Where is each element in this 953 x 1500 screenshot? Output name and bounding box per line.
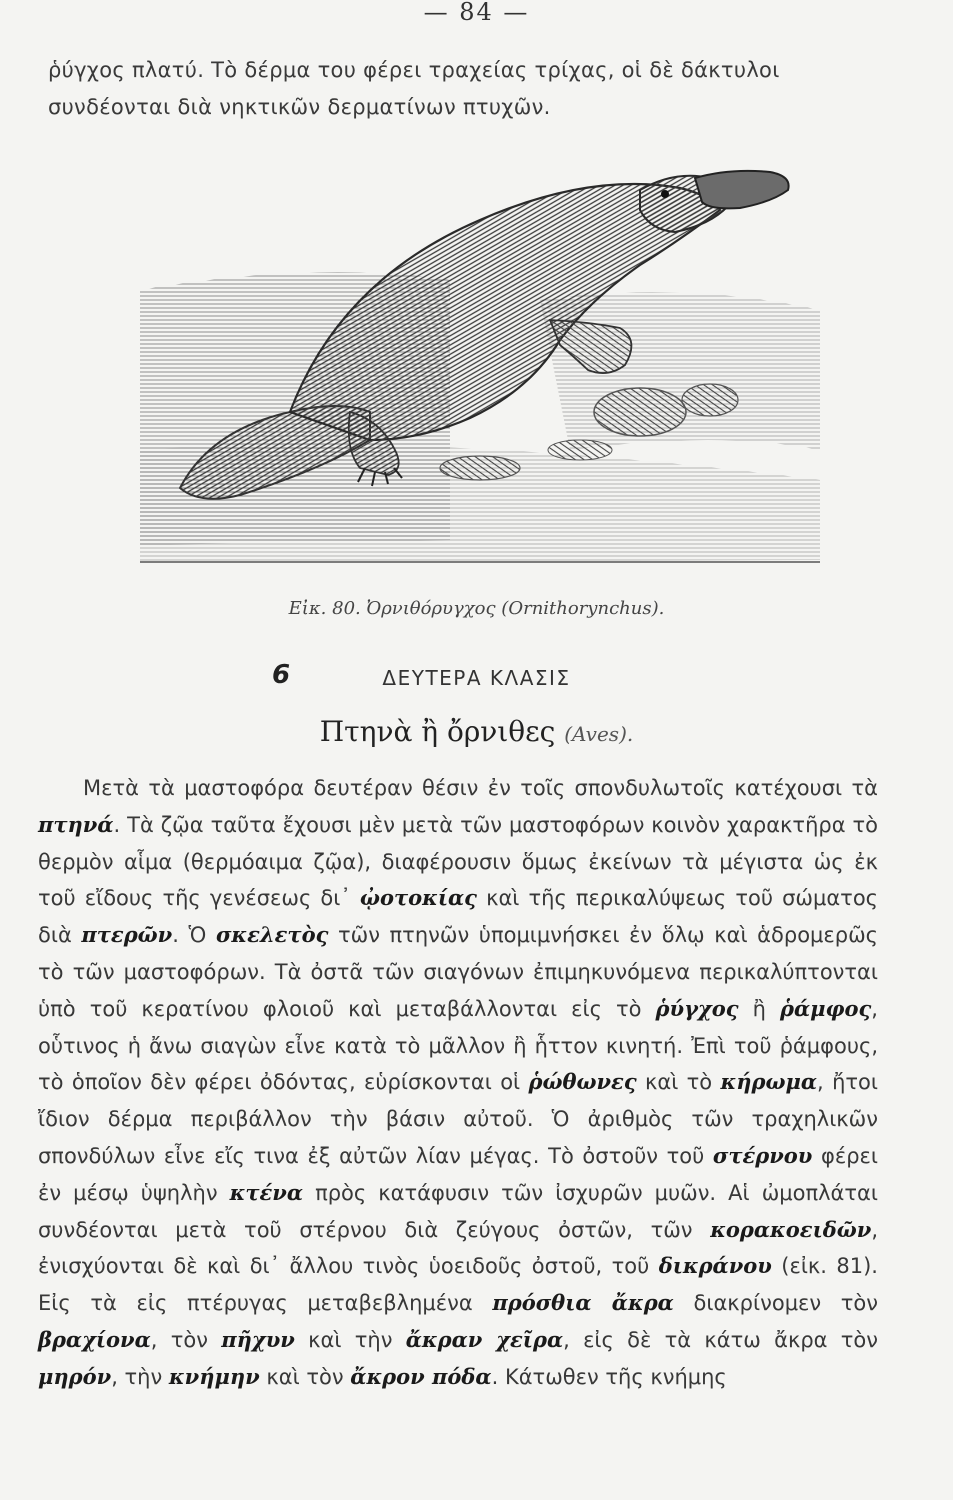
term-kiroma: κήρωμα xyxy=(720,1069,818,1095)
text-run: , τὴν xyxy=(111,1364,169,1389)
text-run: ἢ xyxy=(738,996,780,1021)
text-run: , οὗτινος ἡ ἄνω σιαγὼν εἶνε κατὰ τὸ μᾶλλον ἢ ἧττον κινητή. Ἐπὶ τοῦ ῥάμφους, τὸ ὁποῖον δὲν φέρει ὀδόντας, εὑρίσκονται οἱ xyxy=(38,996,878,1095)
text-run: καὶ τὴν xyxy=(294,1327,406,1352)
section-title-greek: Πτηνὰ ἢ ὄρνιθες xyxy=(319,715,556,748)
text-run: Μετὰ τὰ μαστοφόρα δευτέραν θέσιν ἐν τοῖς σπονδυλωτοῖς κατέχουσι τὰ xyxy=(83,776,878,800)
term-sternou: στέρνου xyxy=(712,1142,813,1168)
term-korakoeidon: κορακοειδῶν xyxy=(710,1216,872,1242)
platypus-figure xyxy=(120,150,830,590)
text-run: διακρίνομεν τὸν xyxy=(673,1291,879,1316)
text-run: καὶ τῆς περικαλύψεως τοῦ σώματος διὰ xyxy=(38,886,878,948)
text-run: πρὸς κατάφυσιν τῶν ἰσχυρῶν μυῶν. Αἱ ὠμοπλάται συνδέονται μετὰ τοῦ στέρνου διὰ ζεύγους ὀστῶν, τῶν xyxy=(38,1180,878,1242)
text-run: καὶ τὸ xyxy=(636,1070,721,1095)
term-rygchos: ῥύγχος xyxy=(655,995,739,1021)
text-run: . Τὰ ζῷα ταῦτα ἔχουσι μὲν μετὰ τῶν μαστοφόρων κοινὸν χαρακτῆρα τὸ θερμὸν αἷμα (θερμόαιμα ζῷα), διαφέρουσιν ὅμως ἐκείνων τὰ μέγιστα ὡς ἐκ τοῦ εἴδους τῆς γενέσεως δι᾽ xyxy=(38,812,878,911)
text-run: , ἐνισχύονται δὲ καὶ δι᾽ ἄλλου τινὸς ὑοειδοῦς ὀστοῦ, τοῦ xyxy=(38,1217,878,1279)
handwritten-marker: 6 xyxy=(272,660,291,690)
page-number: — 84 — xyxy=(423,0,530,26)
term-ptina: πτηνά xyxy=(38,811,114,837)
section-title xyxy=(0,715,953,748)
term-prosthia: πρόσθια ἄκρα xyxy=(492,1290,674,1316)
term-pichyn: πῆχυν xyxy=(221,1326,295,1352)
intro-paragraph xyxy=(48,52,908,126)
text-run: , ἤτοι ἴδιον δέρμα περιβάλλον τὴν βάσιν αὐτοῦ. Ὁ ἀριθμὸς τῶν τραχηλικῶν σπονδύλων εἶνε εἴς τινα ἐξ αὐτῶν λίαν μέγας. Τὸ ὀστοῦν τοῦ xyxy=(38,1070,878,1168)
term-akron: ἄκρον πόδα xyxy=(350,1363,492,1389)
text-run: καὶ τὸν xyxy=(259,1364,351,1389)
platypus-engraving-icon xyxy=(120,150,830,590)
text-run: (εἰκ. 81). Εἰς τὰ εἰς πτέρυγας μεταβεβλημένα xyxy=(38,1254,878,1316)
text-run: τῶν πτηνῶν ὑπομιμνήσκει ἐν ὅλῳ καὶ ἁδρομερῶς τὸ τῶν μαστοφόρων. Τὰ ὀστᾶ τῶν σιαγόνων ἐπιμηκυνόμενα περικαλύπτονται ὑπὸ τοῦ κερατίνου φλοιοῦ καὶ μεταβάλλονται εἰς τὸ xyxy=(38,923,878,1021)
term-dikranou: δικράνου xyxy=(658,1253,772,1279)
term-miron: μηρόν xyxy=(38,1363,112,1389)
text-run: . Κάτωθεν τῆς κνήμης xyxy=(491,1364,727,1389)
term-ramfos: ῥάμφος xyxy=(780,995,872,1021)
term-otokias: ᾠοτοκίας xyxy=(359,885,477,911)
term-ktena: κτένα xyxy=(229,1179,304,1205)
text-run: , τὸν xyxy=(150,1327,222,1352)
text-run: . Ὁ xyxy=(172,923,216,948)
section-title-latin: (Aves). xyxy=(564,722,634,746)
intro-text: ῥύγχος πλατύ. Τὸ δέρμα του φέρει τραχείας τρίχας, οἱ δὲ δάκτυλοι συνδέονται διὰ νηκτικῶν δερματίνων πτυχῶν. xyxy=(48,58,780,119)
term-skeletos: σκελετὸς xyxy=(215,922,329,948)
body-text xyxy=(38,770,878,1396)
class-heading: ΔΕΥΤΕΡΑ ΚΛΑΣΙΣ xyxy=(382,666,571,690)
term-rothones: ῥώθωνες xyxy=(528,1069,637,1095)
term-pteron: πτερῶν xyxy=(81,922,173,948)
term-brachiona: βραχίονα xyxy=(38,1326,151,1352)
text-run: , εἰς δὲ τὰ κάτω ἄκρα τὸν xyxy=(563,1327,878,1352)
body-paragraph xyxy=(38,770,878,1396)
term-knimin: κνήμην xyxy=(168,1363,260,1389)
text-run: φέρει ἐν μέσῳ ὑψηλὴν xyxy=(38,1143,879,1205)
term-akran: ἄκραν χεῖρα xyxy=(405,1326,564,1352)
figure-caption: Εἰκ. 80. Ὀρνιθόρυγχος (Ornithorynchus). xyxy=(288,598,665,619)
